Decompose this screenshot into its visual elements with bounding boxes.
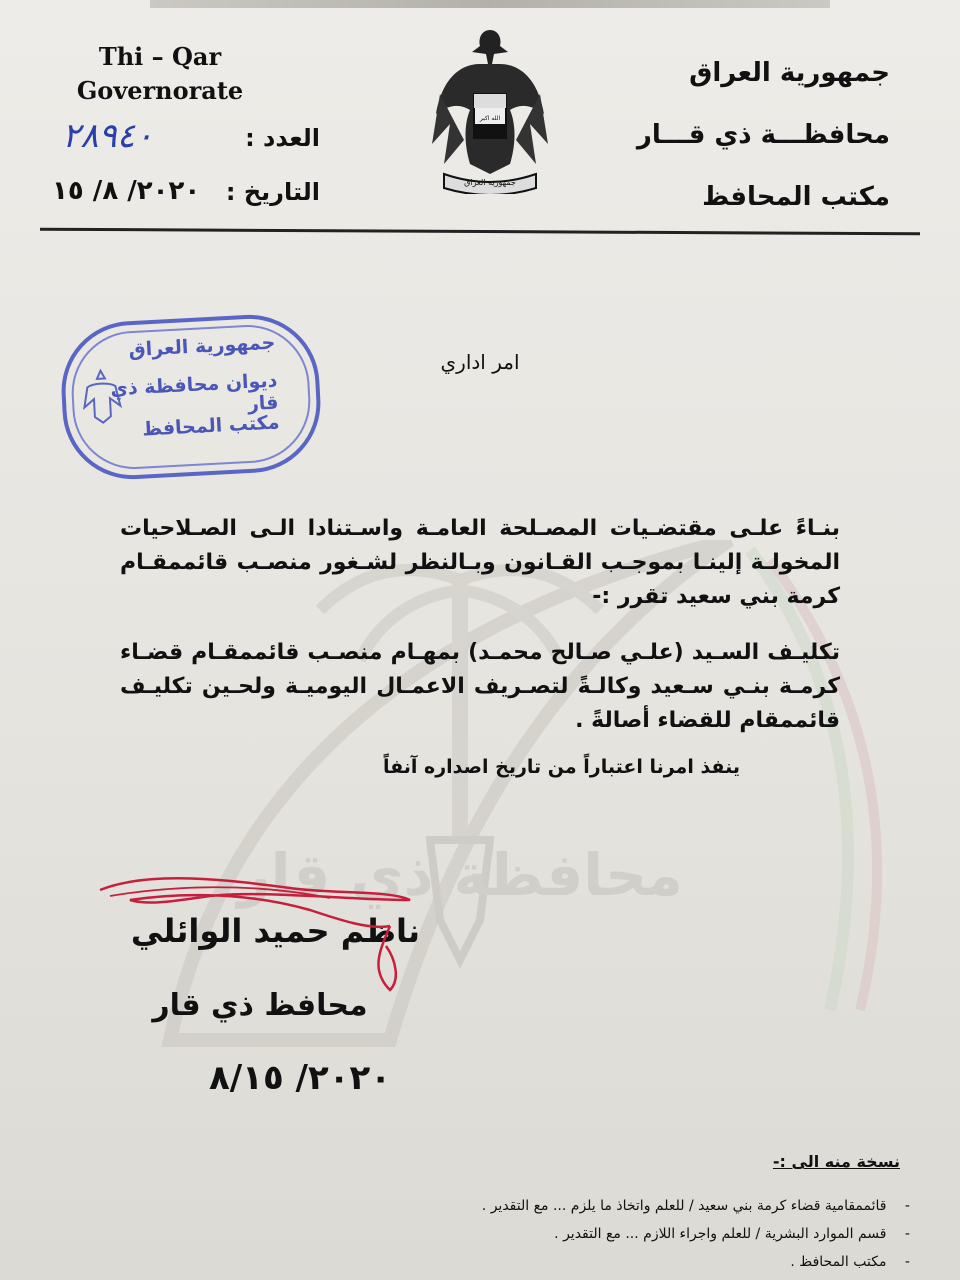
signature-date: ٢٠٢٠/ ٨/١٥ [209,1058,391,1098]
header-en-line1: Thi – Qar [98,42,222,71]
date-value: ٢٠٢٠/ ٨/ ١٥ [52,176,201,206]
signatory-name: ناظم حميد الوائلي [130,912,420,950]
iraq-eagle-emblem-icon [430,24,550,194]
reference-number: ٢٨٩٤٠ [62,116,154,156]
paragraph-effective: ينفذ امرنا اعتباراً من تاريخ اصداره آنفاً [382,756,740,778]
emblem-shield-text: الله اكبر [479,115,501,122]
header-ar-line3: مكتب المحافظ [702,182,890,212]
scan-edge [150,0,830,8]
header-english [60,40,260,108]
office-stamp [58,311,324,482]
reference-label: العدد : [245,124,320,152]
watermark-text: محافظة ذي قار [237,841,683,909]
header-ar-line1: جمهورية العراق [689,58,890,88]
paragraph-assignment: تكليـف السـيد (علـي صـالح محمـد) بمهـام منصـب قائممقـام قضـاء كرمـة بنـي سـعيد وكالـةً لتصـريف الاعمـال اليوميـة ولحـين تكليـف قائممقام للقضاء أصالةً . [120,640,840,733]
paragraph-preamble: بنـاءً علـى مقتضـيات المصـلحة العامـة واسـتنادا الـى الصـلاحيات المخولـة إلينـا بموجـب القـانون وبـالنظر لشـغور منصـب قائممقـام كرمة بني سعيد تقرر :- [120,516,840,609]
copies-heading: نسخة منه الى :- [772,1152,900,1171]
emblem-banner-text: جمهورية العراق [464,178,516,187]
header-arabic [560,42,890,228]
copy-recipient: - مكتب المحافظ . [350,1248,910,1276]
stamp-line2: ديوان محافظة ذي قار [109,369,279,416]
stamp-line3: مكتب المحافظ [141,411,281,441]
header-en-line2: Governorate [76,76,244,105]
copies-list [350,1192,910,1276]
stamp-line1: جمهورية العراق [128,331,276,362]
header-ar-line2: محافظـــة ذي قـــار [636,120,890,150]
date-label: التاريخ : [225,178,320,206]
header-divider [40,228,920,236]
handwritten-signature-icon [90,860,420,1000]
document-title: امر اداري [440,350,520,374]
copy-recipient: - قسم الموارد البشرية / للعلم واجراء اللازم ... مع التقدير . [350,1220,910,1248]
signatory-title: محافظ ذي قار [152,988,368,1023]
copy-recipient: - قائممقامية قضاء كرمة بني سعيد / للعلم واتخاذ ما يلزم ... مع التقدير . [350,1192,910,1220]
